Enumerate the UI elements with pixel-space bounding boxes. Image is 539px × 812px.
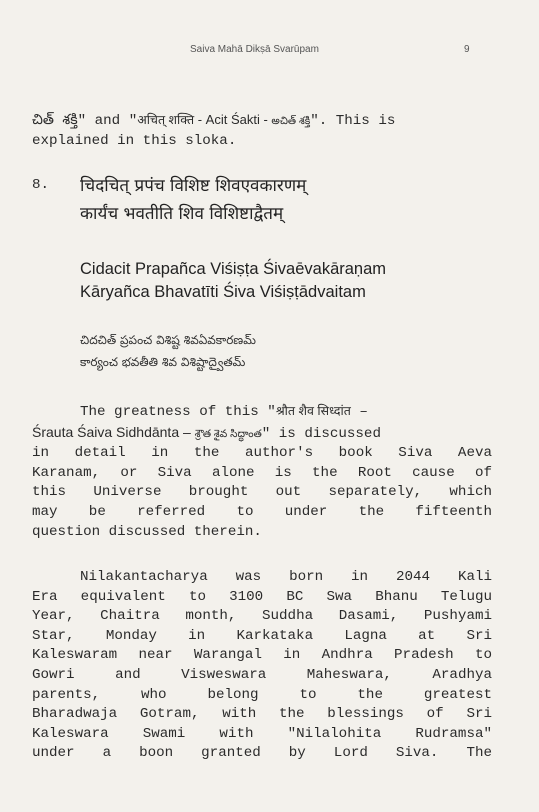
transliterated-term: Śrauta Śaiva Sidhdānta – <box>32 423 195 440</box>
text-run: – <box>350 404 368 420</box>
paragraph-line: Era equivalent to 3100 BC Swa Bhanu Telugu <box>32 588 492 605</box>
paragraph-line: under a boon granted by Lord Siva. The <box>32 745 492 762</box>
transliterated-term: - Acit Śakti - <box>194 112 272 127</box>
paragraph-line <box>32 402 492 423</box>
text-run: The greatness of this " <box>80 404 276 420</box>
paragraph-line: Bharadwaja Gotram, with the blessings of Sri <box>32 706 492 723</box>
paragraph-line: Star, Monday in Karkataka Lagna at Sri <box>32 627 492 644</box>
page-number: 9 <box>464 44 470 55</box>
devanagari-term: अचित् शक्ति <box>137 113 195 127</box>
paragraph-line <box>32 110 492 132</box>
verse-number: 8. <box>32 177 50 193</box>
telugu-term: చిత్ శక్తి" and " <box>32 113 138 129</box>
paragraph-line <box>32 423 492 445</box>
paragraph-line: Gowri and Visweswara Maheswara, Aradhya <box>32 666 492 683</box>
telugu-term: శ్రౌత శైవ సిద్ధాంత <box>194 427 262 440</box>
paragraph-line: question discussed therein. <box>32 523 262 540</box>
verse-devanagari <box>80 172 500 228</box>
text-run: " is discussed <box>261 425 381 442</box>
paragraph-greatness <box>32 402 492 542</box>
verse-line: Kāryañca Bhavatīti Śiva Viśiṣṭādvaitam <box>80 283 366 301</box>
paragraph-line: this Universe brought out separately, which <box>32 484 492 501</box>
paragraph-line: may be referred to under the fifteenth <box>32 503 492 520</box>
verse-line: कार्यंच भवतीति शिव विशिष्टाद्वैतम् <box>80 204 284 224</box>
paragraph-intro <box>32 110 492 151</box>
paragraph-line: in detail in the author's book Siva Aeva <box>32 445 492 462</box>
verse-line: కార్యంచ భవతీతి శివ విశిష్టాద్వైతమ్ <box>80 355 246 369</box>
verse-line: Cidacit Prapañca Viśiṣṭa Śivaēvakāraṇam <box>80 260 387 278</box>
running-title: Saiva Mahā Dikṣā Svarūpam <box>190 44 319 55</box>
paragraph-line: Karanam, or Siva alone is the Root cause of <box>32 464 492 481</box>
verse-line: చిదచిత్ ప్రపంచ విశిష్ట శివఏవకారణమ్ <box>80 333 256 347</box>
text-run: ". This is <box>310 113 396 129</box>
paragraph-line: parents, who belong to the greatest <box>32 686 492 703</box>
paragraph-line: explained in this sloka. <box>32 132 237 149</box>
devanagari-term: श्रौत शैव सिध्दांत <box>275 404 351 418</box>
paragraph-line: Kaleswara Swami with "Nilalohita Rudramsa" <box>32 725 492 742</box>
paragraph-line: Nilakantacharya was born in 2044 Kali <box>80 569 492 585</box>
verse-transliteration <box>80 258 500 304</box>
verse-telugu <box>80 329 500 373</box>
running-header <box>0 44 539 58</box>
paragraph-line: Kaleswaram near Warangal in Andhra Pradesh to <box>32 647 492 664</box>
paragraph-line: Year, Chaitra month, Suddha Dasami, Pushyami <box>32 608 492 625</box>
verse-line: चिदचित् प्रपंच विशिष्ट शिवएवकारणम् <box>80 176 307 196</box>
paragraph-biography <box>32 568 492 764</box>
telugu-term: అచిత్ శక్తి <box>271 115 311 127</box>
